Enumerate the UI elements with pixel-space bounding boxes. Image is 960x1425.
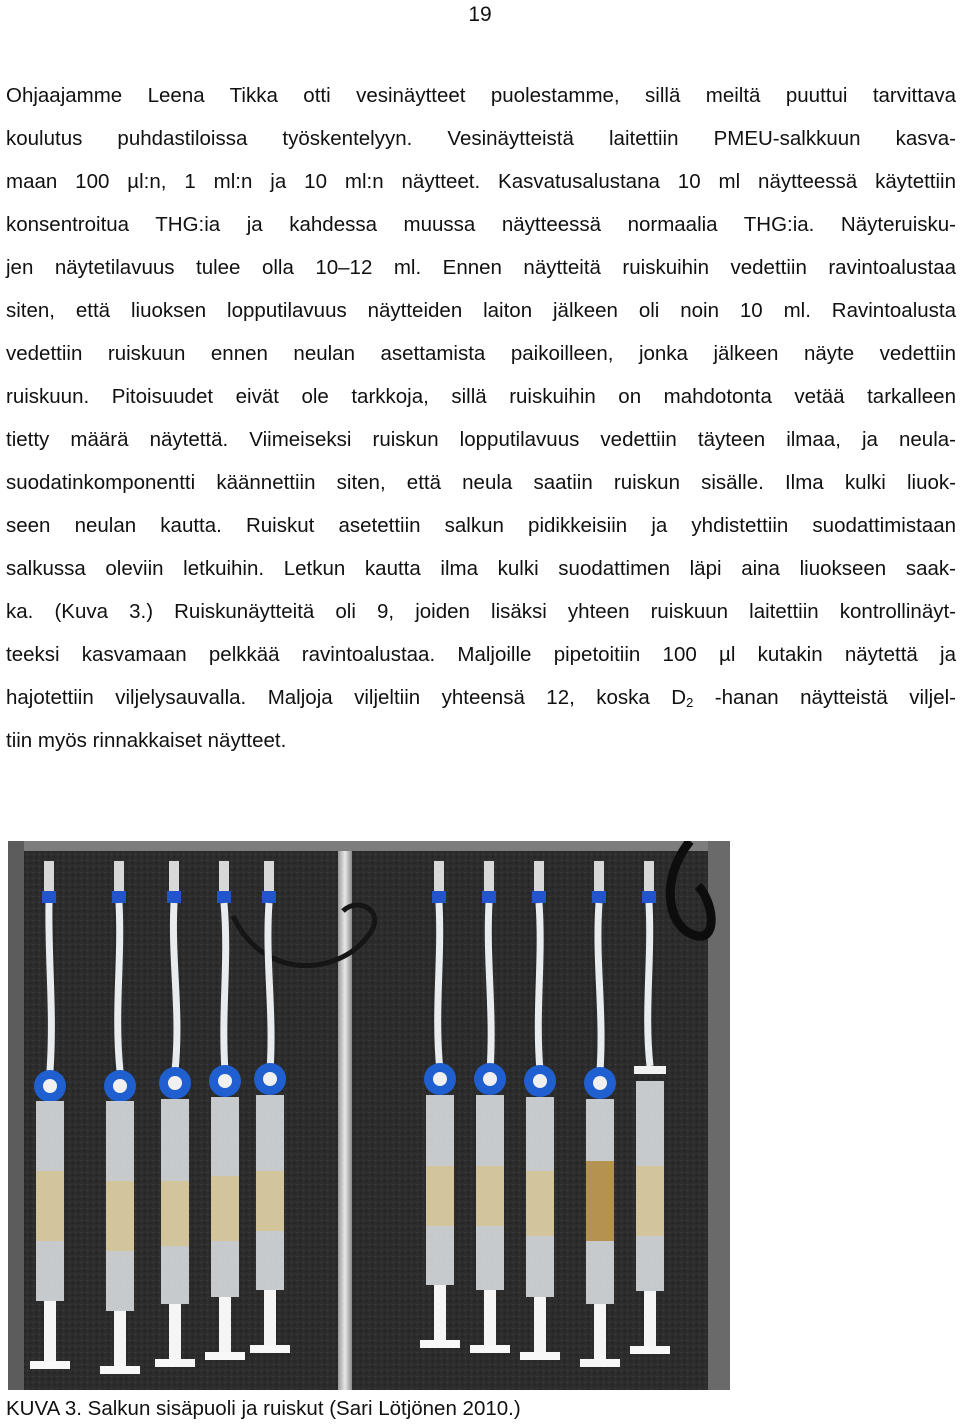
paragraph-line: suodatinkomponentti käännettiin siten, että neula saatiin ruiskun sisälle. Ilma kulki liuok- <box>6 471 956 494</box>
paragraph-line: seen neulan kautta. Ruiskut asetettiin salkun pidikkeisiin ja yhdistettiin suodattimistaan <box>6 514 956 537</box>
subscript: 2 <box>686 695 694 710</box>
paragraph-line: Ohjaajamme Leena Tikka otti vesinäytteet puolestamme, sillä meiltä puuttui tarvittava <box>6 84 956 107</box>
paragraph-line: vedettiin ruiskuun ennen neulan asettamista paikoilleen, jonka jälkeen näyte vedettiin <box>6 342 956 365</box>
body-paragraph <box>6 74 956 762</box>
paragraph-line: ka. (Kuva 3.) Ruiskunäytteitä oli 9, joiden lisäksi yhteen ruiskuun laitettiin kontrollinäyt- <box>6 600 956 623</box>
paragraph-line: tietty määrä näytettä. Viimeiseksi ruiskun lopputilavuus vedettiin täyteen ilmaa, ja neula- <box>6 428 956 451</box>
page-number: 19 <box>468 3 492 26</box>
paragraph-line: maan 100 µl:n, 1 ml:n ja 10 ml:n näytteet. Kasvatusalustana 10 ml näytteessä käytettiin <box>6 170 956 193</box>
figure-caption: KUVA 3. Salkun sisäpuoli ja ruiskut (Sari Lötjönen 2010.) <box>6 1397 521 1420</box>
line-text: -hanan näytteistä viljel- <box>693 686 956 709</box>
paragraph-line: ruiskuun. Pitoisuudet eivät ole tarkkoja, sillä ruiskuihin on mahdotonta vetää tarkalleen <box>6 385 956 408</box>
paragraph-line: tiin myös rinnakkaiset näytteet. <box>6 729 287 752</box>
paragraph-line <box>6 676 956 719</box>
syringes-photo <box>8 841 730 1390</box>
paragraph-line: siten, että liuoksen lopputilavuus näytteiden laiton jälkeen oli noin 10 ml. Ravintoalusta <box>6 299 956 322</box>
paragraph-line: konsentroitua THG:ia ja kahdessa muussa näytteessä normaalia THG:ia. Näyteruisku- <box>6 213 956 236</box>
paragraph-line: jen näytetilavuus tulee olla 10–12 ml. Ennen näytteitä ruiskuihin vedettiin ravintoalustaa <box>6 256 956 279</box>
paragraph-line: koulutus puhdastiloissa työskentelyyn. Vesinäytteistä laitettiin PMEU-salkkuun kasva- <box>6 127 956 150</box>
paragraph-line: salkussa oleviin letkuihin. Letkun kautta ilma kulki suodattimen läpi aina liuokseen saak- <box>6 557 956 580</box>
paragraph-line: teeksi kasvamaan pelkkää ravintoalustaa. Maljoille pipetoitiin 100 µl kutakin näytettä ja <box>6 643 956 666</box>
figure-photo <box>8 841 730 1390</box>
line-text: hajotettiin viljelysauvalla. Maljoja viljeltiin yhteensä 12, koska D <box>6 686 687 709</box>
